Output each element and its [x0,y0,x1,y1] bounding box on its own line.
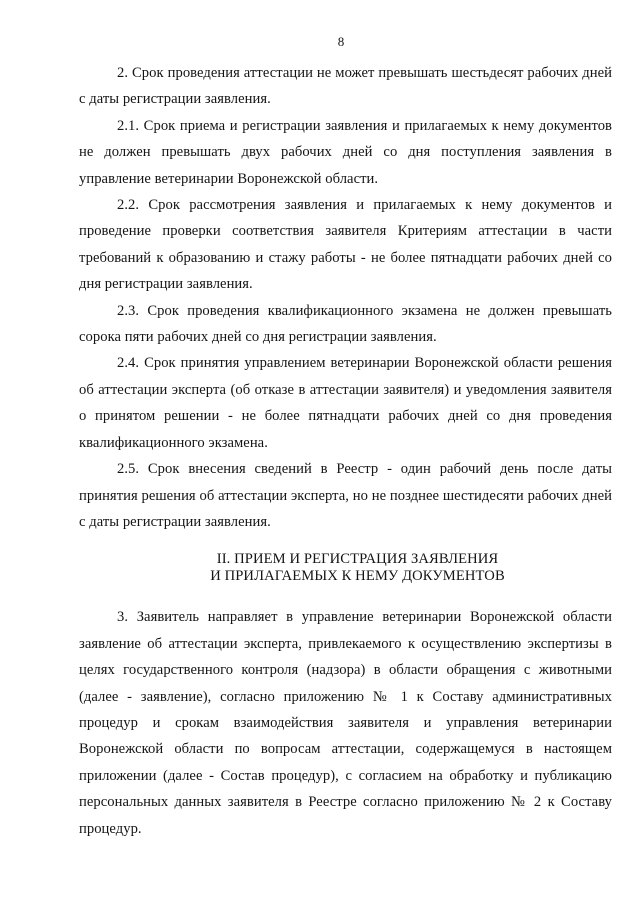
paragraph-2: 2. Срок проведения аттестации не может превышать шестьдесят рабочих дней с даты регистрации заявления. [79,65,612,108]
paragraph-2-2: 2.2. Срок рассмотрения заявления и прилагаемых к нему документов и проведение проверки соответствия заявителя Критериям аттестации в части требований к образованию и стажу работы - не более пятнадцати рабочих дней со дня регистрации заявления. [79,197,612,293]
paragraph-2-5: 2.5. Срок внесения сведений в Реестр - один рабочий день после даты принятия решения об аттестации эксперта, но не позднее шестидесяти рабочих дней с даты регистрации заявления. [79,461,612,530]
section-heading-line-1: II. ПРИЕМ И РЕГИСТРАЦИЯ ЗАЯВЛЕНИЯ [216,551,499,568]
paragraph-2-3: 2.3. Срок проведения квалификационного экзамена не должен превышать сорока пяти рабочих дней со дня регистрации заявления. [79,302,612,346]
document-body [79,60,612,842]
paragraph-3: 3. Заявитель направляет в управление ветеринарии Воронежской области заявление об аттестации эксперта, привлекаемого к осуществлению экспертизы в целях государственного контроля (надзора) в области обращения с животными (далее - заявление), согласно приложению № 1 к Составу административных процедур и срокам взаимодействия заявителя и управления ветеринарии Воронежской области по вопросам аттестации, содержащемуся в настоящем приложении (далее - Состав процедур), с согласием на обработку и публикацию персональных данных заявителя в Реестре согласно приложению № 2 к Составу процедур. [79,609,612,837]
section-heading [79,551,612,585]
section-heading-line-2: И ПРИЛАГАЕМЫХ К НЕМУ ДОКУМЕНТОВ [210,568,505,585]
paragraph-2-1: 2.1. Срок приема и регистрации заявления и прилагаемых к нему документов не должен превышать двух рабочих дней со дня поступления заявления в управление ветеринарии Воронежской области. [79,117,612,187]
paragraph-2-4: 2.4. Срок принятия управлением ветеринарии Воронежской области решения об аттестации эксперта (об отказе в аттестации заявителя) и уведомления заявителя о принятом решении - не более пятнадцати рабочих дней со дня проведения квалификационного экзамена. [79,355,612,451]
page-number: 8 [337,34,345,49]
